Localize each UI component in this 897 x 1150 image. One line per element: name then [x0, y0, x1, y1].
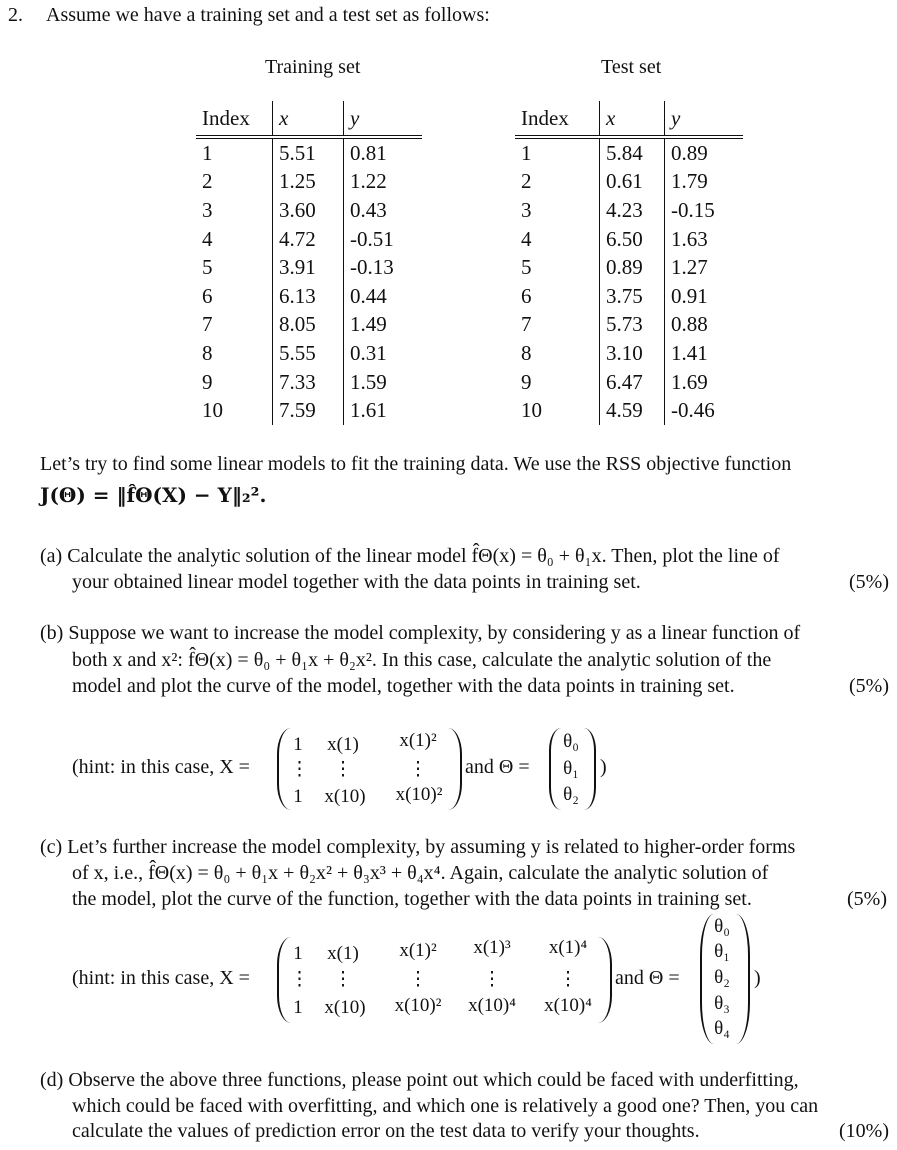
cell-index: 4	[515, 225, 600, 254]
hint-b-and: and Θ =	[465, 756, 530, 778]
cell-y: 0.31	[350, 340, 387, 365]
matrix-b-cell: x(1)²	[399, 730, 437, 751]
training-table	[196, 101, 422, 425]
matrix-b-cell: ⋮	[333, 759, 353, 780]
cell-y: 1.59	[350, 369, 387, 394]
cell-index: 7	[196, 311, 273, 340]
matrix-b-cell: x(10)²	[395, 784, 443, 805]
matrix-c-cell: 1	[293, 997, 303, 1018]
matrix-c-cell: ⋮	[408, 969, 428, 990]
matrix-c-cell: ⋮	[558, 969, 578, 990]
matrix-b-cell: x(1)	[327, 734, 359, 755]
matrix-c-cell: x(1)³	[473, 937, 511, 958]
cell-x: 0.89	[600, 253, 665, 282]
part-c-line2: of x, i.e., f̂Θ(x) = θ₀ + θ₁x + θ₂x² + θ₃x³ + θ₄x⁴. Again, calculate the analytic solution of	[72, 862, 769, 884]
cell-x: 6.50	[600, 225, 665, 254]
cell-y: 0.43	[350, 197, 387, 222]
cell-x: 3.60	[273, 196, 344, 225]
cell-index: 2	[196, 168, 273, 197]
test-set-title: Test set	[601, 56, 662, 78]
matrix-b-cell: x(10)	[324, 786, 366, 807]
part-c-line1: (c) Let’s further increase the model complexity, by assuming y is related to higher-order forms	[40, 836, 796, 858]
matrix-c-cell: ⋮	[482, 969, 502, 990]
cell-x: 5.51	[273, 137, 344, 168]
cell-x: 6.13	[273, 282, 344, 311]
cell-y: 0.91	[671, 283, 708, 308]
part-b-percent: (5%)	[849, 675, 889, 697]
part-b-line3: model and plot the curve of the model, together with the data points in training set.	[72, 675, 735, 697]
part-b-line1: (b) Suppose we want to increase the model complexity, by considering y as a linear function of	[40, 622, 801, 644]
matrix-b-left-paren	[277, 728, 291, 810]
table-row	[196, 311, 422, 340]
objective-text: Let’s try to find some linear models to fit the training data. We use the RSS objective function	[40, 453, 792, 475]
table-row	[515, 225, 743, 254]
cell-y: 1.69	[671, 369, 708, 394]
cell-y: 0.88	[671, 312, 708, 337]
hint-b-prefix: (hint: in this case, X =	[72, 756, 250, 778]
theta-c-cell: θ₃	[714, 993, 730, 1014]
header-x: x	[600, 101, 665, 137]
cell-y: 0.81	[350, 140, 387, 165]
matrix-c-cell: x(10)²	[394, 995, 442, 1016]
cell-x: 5.73	[600, 311, 665, 340]
cell-y: 1.79	[671, 169, 708, 194]
cell-y: 1.27	[671, 255, 708, 280]
part-d-line3: calculate the values of prediction error on the test data to verify your thoughts.	[72, 1120, 700, 1142]
cell-y: 1.63	[671, 226, 708, 251]
theta-c-cell: θ₂	[714, 967, 730, 988]
theta-b-right-paren	[584, 728, 596, 810]
cell-y: -0.46	[671, 398, 715, 423]
part-a-line2: your obtained linear model together with the data points in training set.	[72, 571, 641, 593]
cell-y: 1.22	[350, 169, 387, 194]
matrix-b-cell: ⋮	[290, 759, 309, 780]
header-y: y	[665, 101, 744, 137]
theta-b-cell: θ₀	[563, 731, 579, 752]
table-row	[515, 368, 743, 397]
matrix-b-cell: 1	[293, 734, 303, 755]
cell-y: 0.89	[671, 140, 708, 165]
table-row	[515, 137, 743, 168]
cell-x: 3.91	[273, 253, 344, 282]
table-row	[196, 339, 422, 368]
matrix-c-right-paren	[598, 937, 612, 1023]
cell-index: 5	[515, 253, 600, 282]
cell-index: 3	[515, 196, 600, 225]
matrix-c-cell: x(10)	[324, 997, 366, 1018]
matrix-c-left-paren	[277, 937, 291, 1023]
cell-x: 4.23	[600, 196, 665, 225]
cell-x: 4.72	[273, 225, 344, 254]
table-row	[515, 339, 743, 368]
table-row	[196, 225, 422, 254]
theta-c-cell: θ₁	[714, 941, 730, 962]
hint-c-close: )	[754, 967, 761, 989]
cell-y: -0.15	[671, 197, 715, 222]
cell-x: 3.10	[600, 339, 665, 368]
matrix-c-cell: x(1)⁴	[548, 937, 588, 958]
matrix-b-cell: ⋮	[408, 759, 428, 780]
table-row	[196, 368, 422, 397]
cell-index: 9	[196, 368, 273, 397]
cell-index: 7	[515, 311, 600, 340]
matrix-b-cell: 1	[293, 786, 303, 807]
table-row	[196, 137, 422, 168]
matrix-c-cell: x(1)	[327, 943, 359, 964]
table-row	[196, 196, 422, 225]
header-index: Index	[515, 101, 600, 137]
table-row	[196, 168, 422, 197]
question-intro: Assume we have a training set and a test set as follows:	[46, 4, 490, 26]
cell-y: -0.51	[350, 226, 394, 251]
training-set-title: Training set	[265, 56, 361, 78]
cell-x: 0.61	[600, 168, 665, 197]
matrix-c-cell: 1	[293, 943, 303, 964]
cell-y: 1.61	[350, 398, 387, 423]
cell-x: 7.59	[273, 396, 344, 425]
part-a-line1: (a) Calculate the analytic solution of the linear model f̂Θ(x) = θ₀ + θ₁x. Then, plot the line of	[40, 545, 780, 567]
part-d-percent: (10%)	[839, 1120, 889, 1142]
table-row	[515, 396, 743, 425]
cell-y: 1.49	[350, 312, 387, 337]
header-x: x	[273, 101, 344, 137]
cell-index: 1	[515, 137, 600, 168]
cell-x: 5.84	[600, 137, 665, 168]
table-row	[196, 253, 422, 282]
test-table	[515, 101, 743, 425]
hint-c-and: and Θ =	[615, 967, 680, 989]
cell-x: 6.47	[600, 368, 665, 397]
theta-c-cell: θ₀	[714, 916, 730, 937]
cell-index: 6	[196, 282, 273, 311]
cell-x: 4.59	[600, 396, 665, 425]
hint-b-close: )	[600, 756, 607, 778]
cell-index: 5	[196, 253, 273, 282]
table-row	[515, 282, 743, 311]
matrix-b-right-paren	[448, 728, 462, 810]
header-index: Index	[196, 101, 273, 137]
part-b-line2: both x and x²: f̂Θ(x) = θ₀ + θ₁x + θ₂x². In this case, calculate the analytic solution of the	[72, 649, 772, 671]
cell-index: 1	[196, 137, 273, 168]
matrix-c-cell: ⋮	[290, 969, 309, 990]
cell-index: 4	[196, 225, 273, 254]
hint-c-prefix: (hint: in this case, X =	[72, 967, 250, 989]
cell-index: 8	[515, 339, 600, 368]
header-y: y	[344, 101, 423, 137]
cell-x: 8.05	[273, 311, 344, 340]
cell-y: 0.44	[350, 283, 387, 308]
part-c-percent: (5%)	[847, 888, 887, 910]
cell-index: 9	[515, 368, 600, 397]
part-c-line3: the model, plot the curve of the function, together with the data points in training set.	[72, 888, 752, 910]
cell-index: 10	[196, 396, 273, 425]
matrix-c-cell: x(1)²	[399, 940, 437, 961]
part-d-line1: (d) Observe the above three functions, please point out which could be faced with underfitting,	[40, 1069, 799, 1091]
part-d-line2: which could be faced with overfitting, and which one is relatively a good one? Then, you can	[72, 1095, 819, 1117]
matrix-c-cell: x(10)⁴	[468, 995, 516, 1016]
objective-formula: J(Θ) = ‖f̂Θ(X) − Y‖₂².	[40, 483, 267, 507]
cell-y: -0.13	[350, 255, 394, 280]
cell-x: 5.55	[273, 339, 344, 368]
theta-b-cell: θ₁	[563, 758, 579, 779]
training-table-header	[196, 101, 422, 137]
theta-b-cell: θ₂	[563, 784, 579, 805]
matrix-c-cell: ⋮	[333, 969, 353, 990]
table-row	[515, 311, 743, 340]
cell-y: 1.41	[671, 340, 708, 365]
cell-x: 7.33	[273, 368, 344, 397]
cell-index: 3	[196, 196, 273, 225]
matrix-c-cell: x(10)⁴	[544, 995, 592, 1016]
cell-index: 8	[196, 339, 273, 368]
cell-index: 6	[515, 282, 600, 311]
table-row	[196, 282, 422, 311]
cell-x: 1.25	[273, 168, 344, 197]
part-a-percent: (5%)	[849, 571, 889, 593]
theta-c-right-paren	[736, 914, 750, 1044]
cell-index: 10	[515, 396, 600, 425]
table-row	[196, 396, 422, 425]
question-number: 2.	[8, 4, 23, 26]
table-row	[515, 168, 743, 197]
test-table-header	[515, 101, 743, 137]
table-row	[515, 253, 743, 282]
table-row	[515, 196, 743, 225]
cell-x: 3.75	[600, 282, 665, 311]
theta-c-cell: θ₄	[714, 1018, 730, 1039]
cell-index: 2	[515, 168, 600, 197]
